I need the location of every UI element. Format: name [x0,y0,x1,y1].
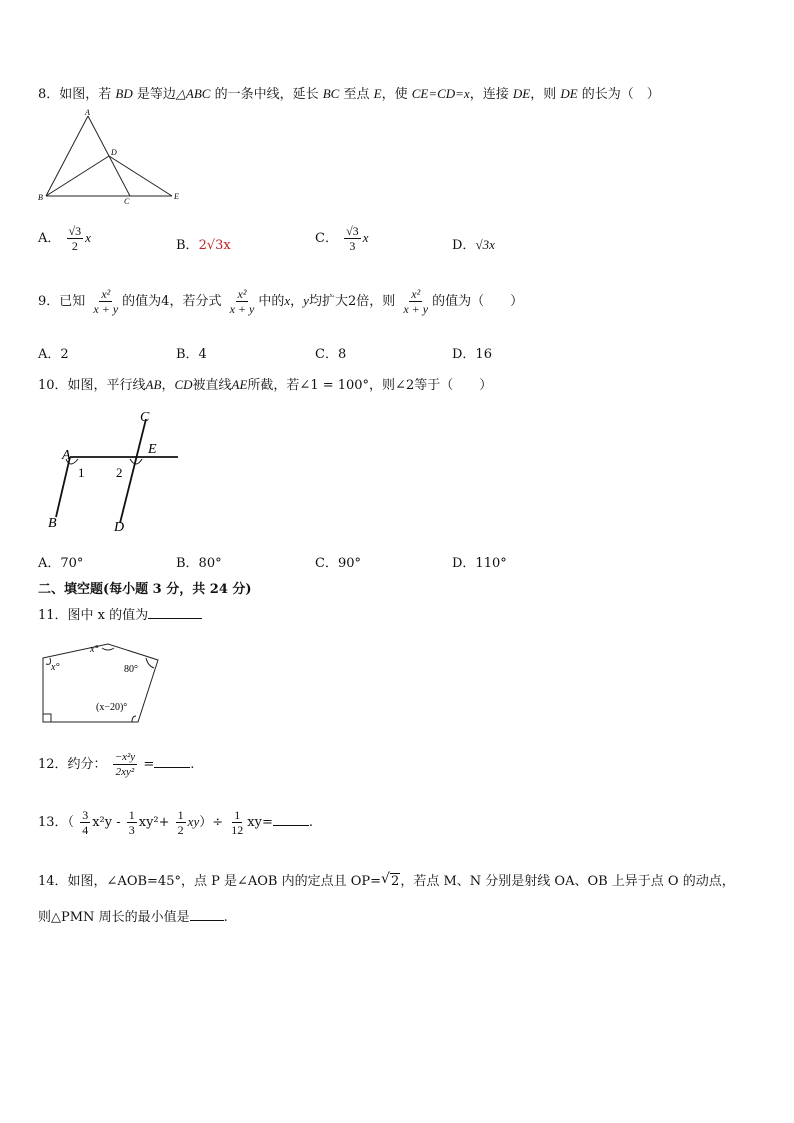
q9-option-a[interactable]: A．2 [38,347,69,362]
q10-parallel-lines-figure [38,405,183,535]
q11-pentagon-figure [38,636,163,726]
q10-option-c[interactable]: C．90° [315,556,361,571]
q10-option-a[interactable]: A．70° [38,556,84,571]
q13-answer-blank[interactable] [273,813,309,826]
q9-option-c[interactable]: C．8 [315,347,347,362]
label-left-angle: x° [51,662,60,673]
label-c: C [140,410,150,425]
q10-stem: 10．如图，平行线AB，CD被直线AE所截，若∠1 = 100°，则∠2等于（ ） [38,377,493,393]
label-c: C [124,197,130,206]
label-e: E [148,442,157,457]
q13-stem: 13．（ $\frac{3}{4}$ x²y - $\frac{1}{3}$ xy²+ $\frac{1}{2}$ xy）÷ $\frac{1}{12}$ xy= . [38,808,313,837]
q11-stem: 11．图中 x 的值为 [38,604,202,623]
label-b: B [38,193,43,202]
label-a: A [62,448,71,463]
label-right-angle: 80° [124,664,138,675]
q14-answer-blank[interactable] [190,908,224,921]
q9-option-d[interactable]: D．16 [452,347,492,362]
label-d: D [111,148,117,157]
q8-option-d[interactable]: D．√3x [452,237,495,253]
label-e: E [174,192,179,201]
section-heading: 二、填空题(每小题 3 分，共 24 分) [38,582,252,597]
q8-stem: 8．如图，若 BD 是等边△ABC 的一条中线，延长 BC 至点 E，使 CE=CD=x，连接 DE，则 DE 的长为（ ） [38,86,660,102]
q12-stem: 12．约分： $\frac{\text{−x²y}}{\text{2xy²}}$ = . [38,751,195,778]
q14-stem-line2: 则△PMN 周长的最小值是 . [38,910,228,925]
q10-option-b[interactable]: B．80° [176,556,222,571]
q12-answer-blank[interactable] [154,755,190,768]
label-angle-1: 1 [78,465,85,480]
q11-answer-blank[interactable] [148,606,202,619]
q9-stem: 9．已知 $\frac{\text{x²}}{x + y}$ 的值为4，若分式 $\frac{\text{x²}}{x + y}$ 中的x，y均扩大2倍，则 $\frac{\text{x²}}{x + y}$ 的值为（ ） [38,287,524,316]
label-b: B [48,516,57,531]
q14-stem-line1: 14．如图，∠AOB=45°，点 P 是∠AOB 内的定点且 OP= √ 2，若点 M、N 分别是射线 OA、OB 上异于点 O 的动点， [38,871,735,889]
q8-option-a[interactable]: A． $\frac{√3}{2}$ x [38,224,91,253]
label-bottom-angle: (x−20)° [96,702,128,713]
q9-option-b[interactable]: B．4 [176,347,207,362]
q10-option-d[interactable]: D．110° [452,556,507,571]
q8-option-c[interactable]: C． $\frac{√3}{3}$ x [315,224,369,253]
q8-triangle-figure [38,108,188,206]
label-top-angle: x° [90,644,99,655]
label-angle-2: 2 [116,465,123,480]
label-d: D [114,520,125,535]
label-a: A [85,108,90,117]
q8-option-b[interactable]: B．2√3x [176,238,231,253]
